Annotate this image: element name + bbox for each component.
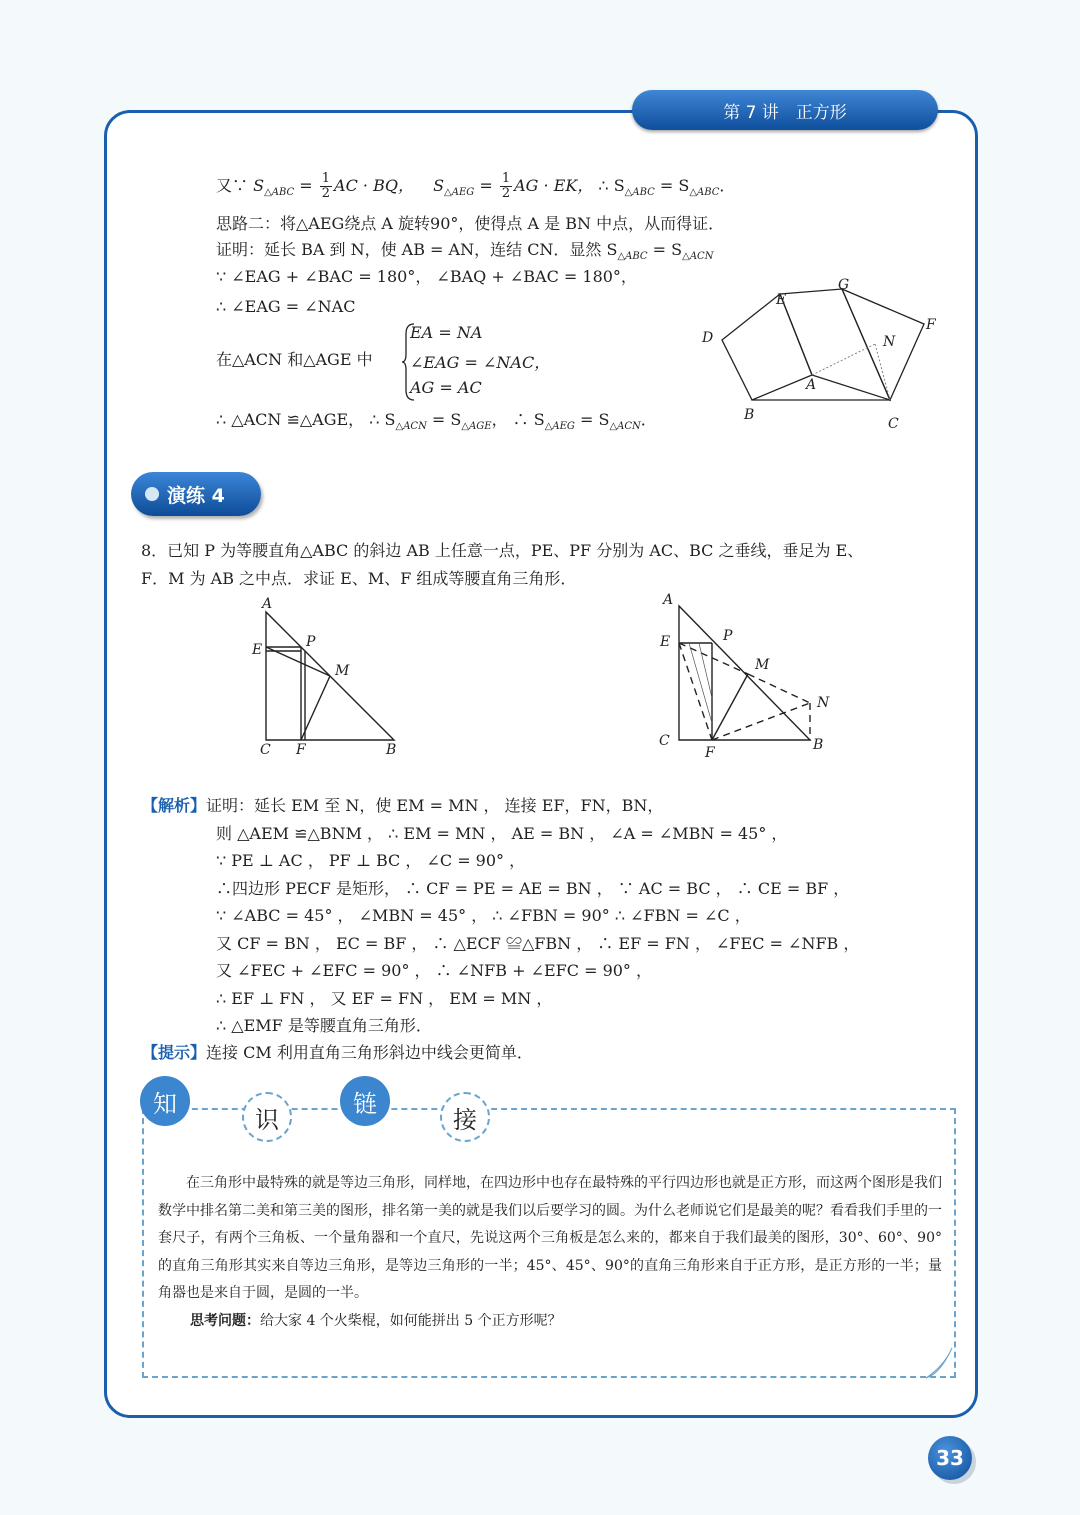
knowledge-title-char: 识 xyxy=(242,1092,292,1142)
label-F: F xyxy=(705,745,715,761)
subscript: △ABC xyxy=(264,187,295,198)
think-question xyxy=(190,1310,562,1330)
label-M: M xyxy=(335,663,350,679)
subscript: △ACN xyxy=(609,421,641,432)
text: = S xyxy=(426,410,462,429)
solution-line-7: 又 ∠FEC + ∠EFC = 90° ， ∴ ∠NFB + ∠EFC = 90° ， xyxy=(216,961,653,980)
label-B: B xyxy=(744,407,755,423)
solution-line-5: ∵ ∠ABC = 45° ， ∠MBN = 45° ， ∴ ∠FBN = 90° ∴ ∠FBN = ∠C ， xyxy=(216,906,751,925)
page-number: 33 xyxy=(928,1436,972,1480)
subscript: △ABC xyxy=(617,251,648,262)
practice-label: 演练 4 xyxy=(167,484,225,507)
text: = S xyxy=(574,410,610,429)
practice-badge xyxy=(131,472,261,516)
solution-tag: 【解析】 xyxy=(142,796,207,815)
text: ． xyxy=(640,410,657,429)
case-line-2: ∠EAG = ∠NAC， xyxy=(410,353,551,372)
chapter-header xyxy=(632,90,938,130)
label-C: C xyxy=(260,742,271,758)
solution-line-3: ∵ PE ⊥ AC ， PF ⊥ BC ， ∠C = 90° ， xyxy=(216,851,526,870)
label-E: E xyxy=(252,642,263,658)
page-curl-icon xyxy=(924,1346,954,1380)
proof-line-4: ∵ ∠EAG + ∠BAC = 180°， ∠BAQ + ∠BAC = 180°， xyxy=(216,267,637,286)
denominator: 2 xyxy=(321,186,331,201)
solution-line-8: ∴ EF ⊥ FN ， 又 EF = FN ， EM = MN ， xyxy=(216,989,553,1008)
solution-line-4: ∴四边形 PECF 是矩形， ∴ CF = PE = AE = BN ， ∵ AC = BC ， ∴ CE = BF ， xyxy=(216,879,850,898)
text: = xyxy=(474,176,498,195)
knowledge-title-char: 链 xyxy=(340,1076,390,1126)
label-P: P xyxy=(723,628,733,644)
label-P: P xyxy=(306,634,316,650)
label-E: E xyxy=(776,292,787,308)
figure-squares-triangle xyxy=(690,272,950,437)
label-A: A xyxy=(806,377,817,393)
solution-line-2: 则 △AEM ≌△BNM ， ∴ EM = MN ， AE = BN ， ∠A = ∠MBN = 45° ， xyxy=(216,824,788,843)
text: ， ∴ S xyxy=(491,410,545,429)
denominator: 2 xyxy=(501,186,511,201)
case-line-1: EA = NA xyxy=(410,323,483,342)
text: = S xyxy=(647,240,683,259)
text: ∴ △ACN ≌△AGE， ∴ S xyxy=(216,410,396,429)
solution-line-9: ∴ △EMF 是等腰直角三角形． xyxy=(216,1016,432,1035)
label-G: G xyxy=(838,277,850,293)
text: ∴ S xyxy=(598,176,625,195)
subscript: △AEG xyxy=(544,421,575,432)
proof-line-6: 在△ACN 和△AGE 中 xyxy=(216,350,373,369)
subscript: △ABC xyxy=(624,187,655,198)
bullet-icon xyxy=(145,487,159,501)
numerator: 1 xyxy=(321,171,331,186)
text: S xyxy=(253,176,265,195)
chapter-title: 第 7 讲 正方形 xyxy=(723,102,847,123)
text: 连接 CM 利用直角三角形斜边中线会更简单． xyxy=(206,1043,533,1062)
label-C: C xyxy=(888,416,899,432)
figure-left xyxy=(248,594,408,762)
text: 证明：延长 EM 至 N，使 EM = MN ， 连接 EF，FN，BN， xyxy=(206,796,664,815)
think-label: 思考问题： xyxy=(190,1313,260,1329)
knowledge-paragraph: 在三角形中最特殊的就是等边三角形，同样地，在四边形中也存在最特殊的平行四边形也就是正方形，而这两个图形是我们数学中排名第二美和第三美的图形，排名第一美的就是我们以后要学习的圆。为什么老师说它们是最美的呢？看看我们手里的一套尺子，有两个三角板、一个量角器和一个直尺，先说这两个三角板是怎么来的，都来自于我们最美的图形，30°、60°、90°的直角三角形其实来自等边三角形，是等边三角形的一半；45°、45°、90°的直角三角形来自于正方形，是正方形的一半；量角器也是来自于圆，是圆的一半。 xyxy=(158,1175,942,1301)
text: S xyxy=(433,176,445,195)
proof-line-3 xyxy=(216,240,713,263)
subscript: △AEG xyxy=(444,187,475,198)
numerator: 1 xyxy=(501,171,511,186)
hint-tag: 【提示】 xyxy=(142,1043,207,1062)
knowledge-title-char: 接 xyxy=(440,1092,490,1142)
text: 给大家 4 个火柴棍，如何能拼出 5 个正方形呢？ xyxy=(260,1313,562,1329)
label-D: D xyxy=(702,330,714,346)
subscript: △ABC xyxy=(689,187,720,198)
text: = xyxy=(294,176,318,195)
text: ． xyxy=(719,176,736,195)
proof-line-7 xyxy=(216,410,657,433)
subscript: △AGE xyxy=(461,421,492,432)
label-A: A xyxy=(262,596,273,612)
text: 证明：延长 BA 到 N，使 AB = AN，连结 CN．显然 S xyxy=(216,240,618,259)
label-B: B xyxy=(386,742,397,758)
problem-line-1: 8．已知 P 为等腰直角△ABC 的斜边 AB 上任意一点，PE、PF 分别为 AC、BC 之垂线，垂足为 E、 xyxy=(141,541,864,560)
label-N: N xyxy=(883,334,896,350)
proof-line-2: 思路二：将△AEG绕点 A 旋转90°，使得点 A 是 BN 中点，从而得证． xyxy=(216,214,725,233)
subscript: △ACN xyxy=(395,421,427,432)
label-E: E xyxy=(660,634,671,650)
proof-line-5: ∴ ∠EAG = ∠NAC xyxy=(216,297,356,316)
fraction xyxy=(320,172,332,201)
label-M: M xyxy=(755,657,770,673)
fraction xyxy=(500,172,512,201)
hint-line xyxy=(142,1040,533,1063)
text: AG · EK， xyxy=(514,176,594,195)
text: AC · BQ， xyxy=(334,176,414,195)
figure-right xyxy=(655,588,840,763)
solution-line-1 xyxy=(142,793,663,816)
label-C: C xyxy=(659,733,670,749)
knowledge-title-char: 知 xyxy=(140,1076,190,1126)
text: = S xyxy=(654,176,690,195)
label-F: F xyxy=(926,317,936,333)
label-B: B xyxy=(813,737,824,753)
label-N: N xyxy=(817,695,830,711)
proof-line-1 xyxy=(216,172,735,201)
solution-line-6: 又 CF = BN ， EC = BF ， ∴ △ECF ≌△FBN ， ∴ EF = FN ， ∠FEC = ∠NFB ， xyxy=(216,934,860,953)
text: 又∵ xyxy=(216,176,254,195)
label-A: A xyxy=(663,592,674,608)
subscript: △ACN xyxy=(682,251,714,262)
problem-line-2: F．M 为 AB 之中点．求证 E、M、F 组成等腰直角三角形． xyxy=(141,569,577,588)
label-F: F xyxy=(296,742,306,758)
case-line-3: AG = AC xyxy=(410,378,482,397)
